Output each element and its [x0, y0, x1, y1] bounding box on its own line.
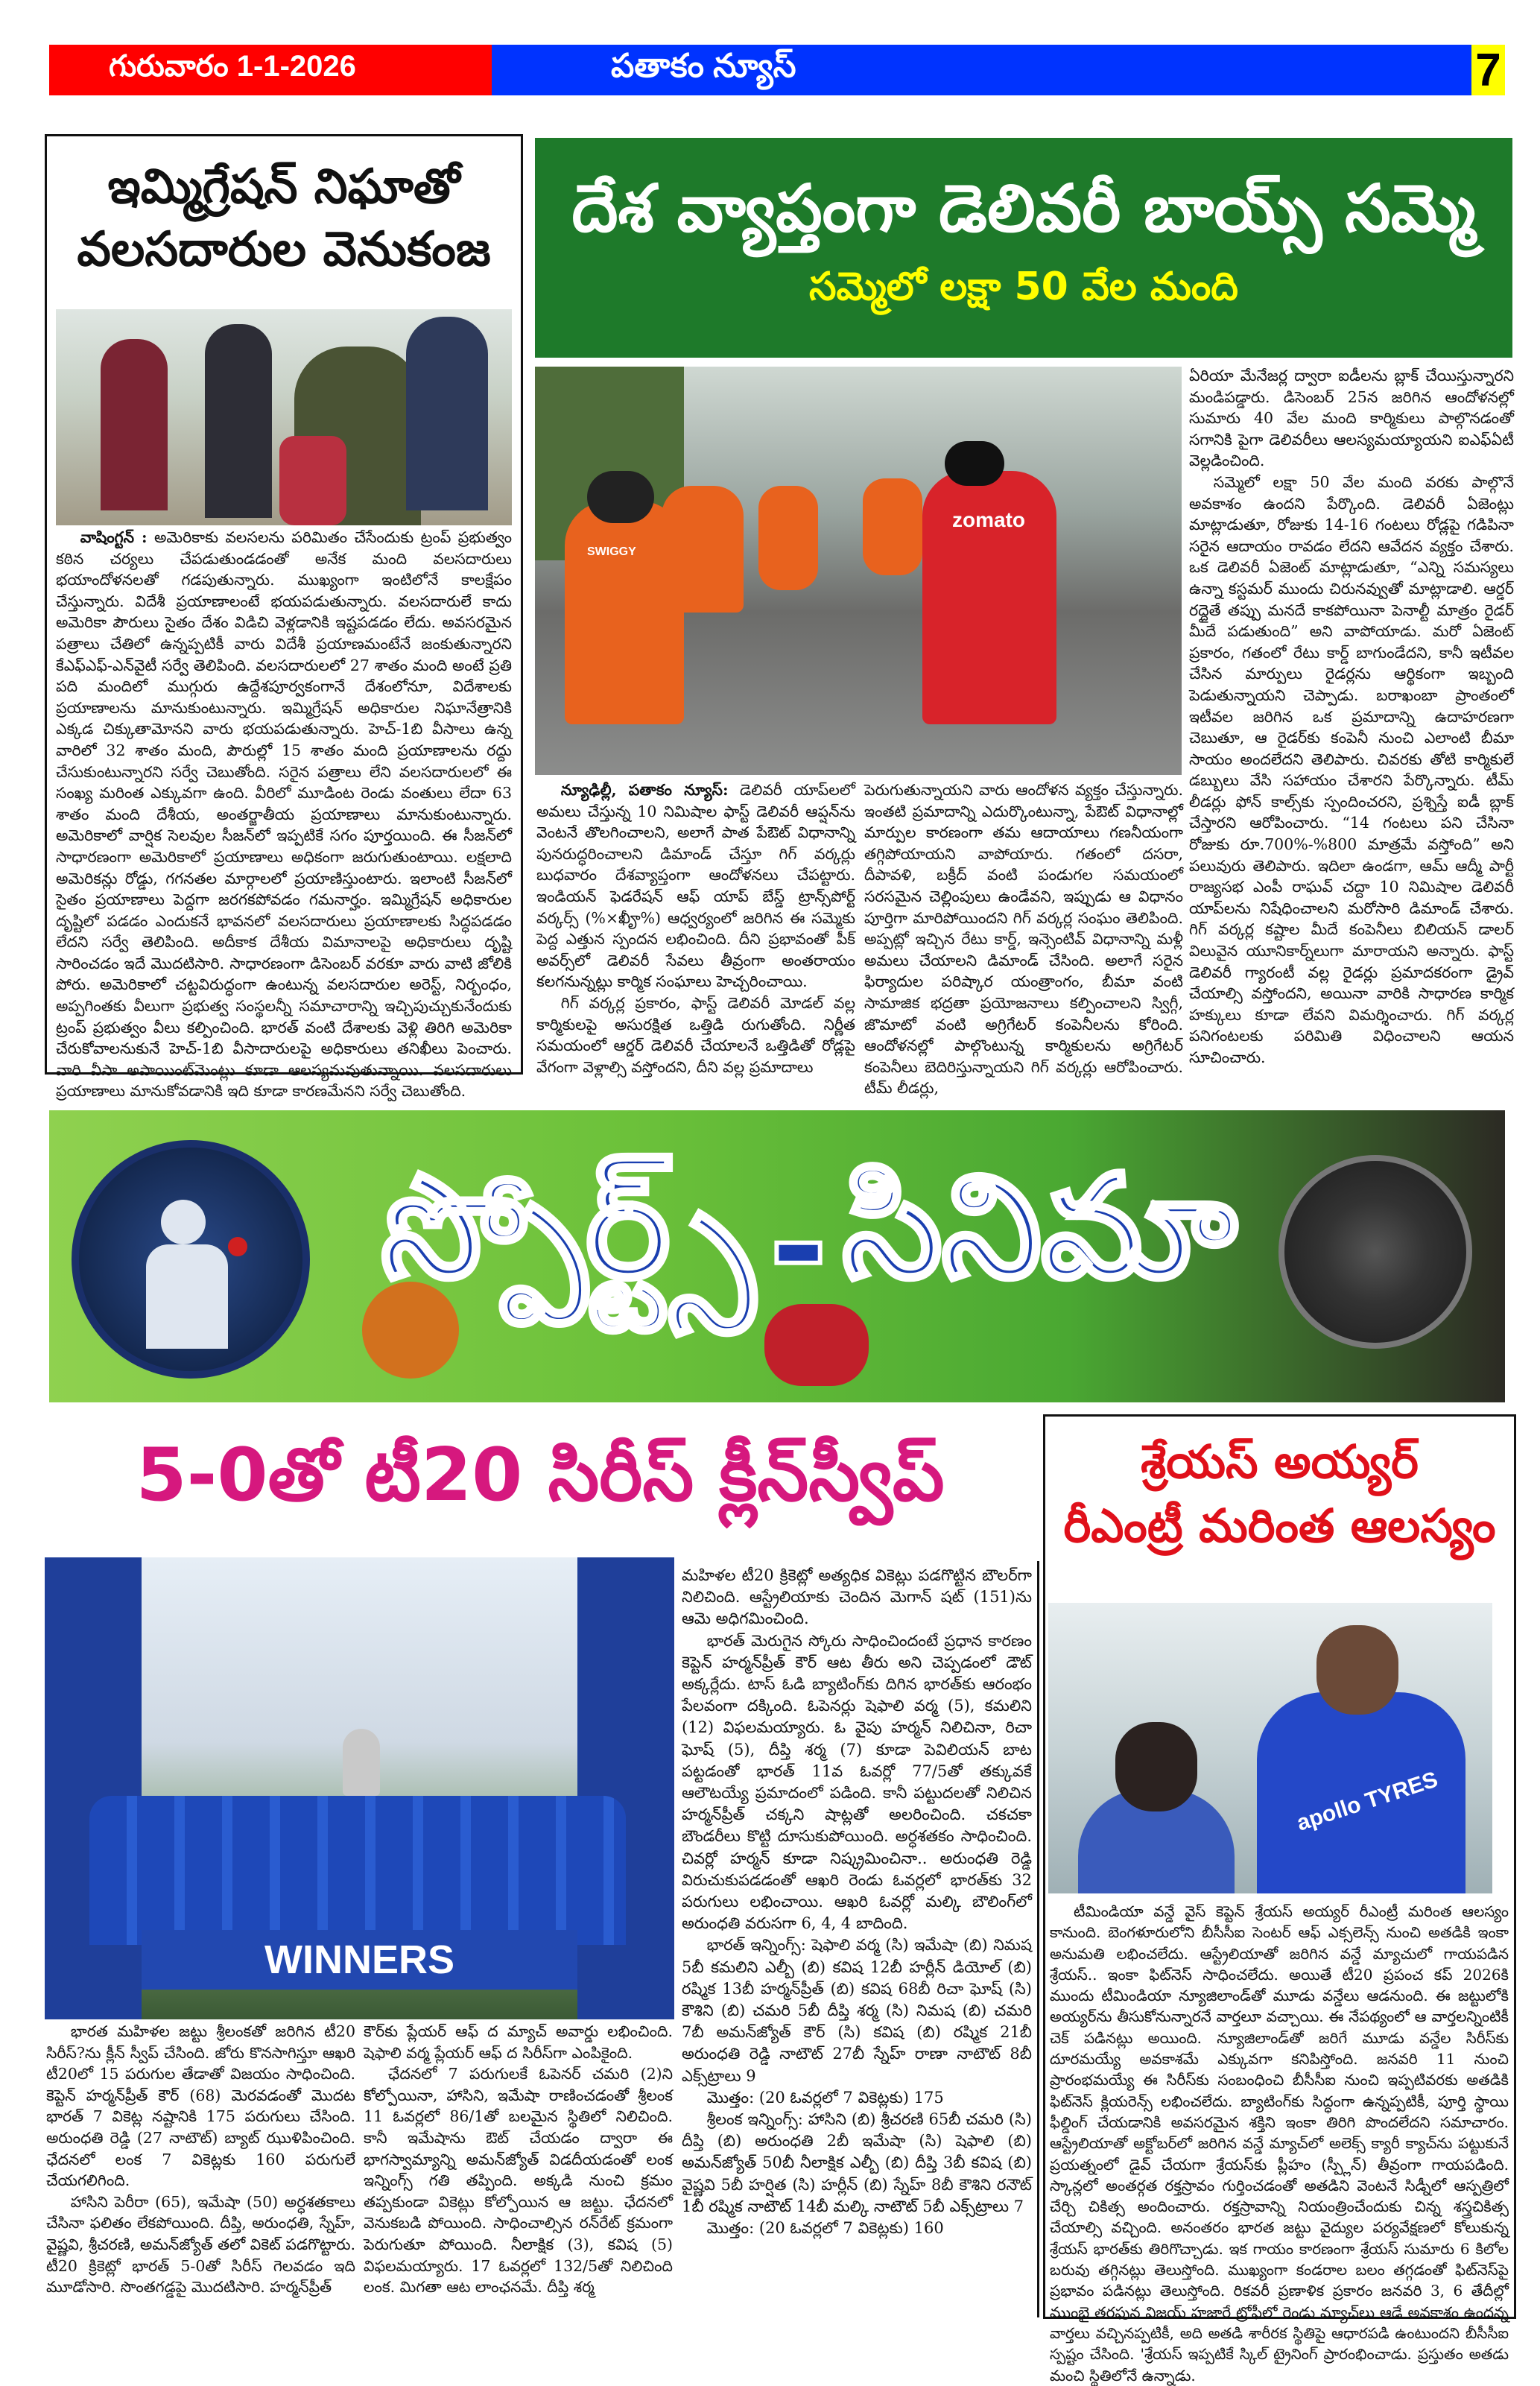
- banner-dash: -: [769, 1162, 828, 1327]
- winners-text: WINNERS: [264, 1937, 454, 1982]
- delivery-column-1: [536, 779, 855, 1078]
- cricket-emblem-icon: [72, 1140, 310, 1379]
- sports-cinema-banner: [49, 1110, 1505, 1402]
- headline-line-1: శ్రేయస్ అయ్యర్: [1141, 1434, 1419, 1489]
- dateline: న్యూఢిల్లీ, పతాకం న్యూస్:: [560, 781, 729, 799]
- headline-line-2: వలసదారుల వెనుకంజ: [77, 222, 491, 277]
- delivery-column-2: [864, 779, 1183, 1099]
- paragraph: డెలివరీ యాప్‌లలో అమలు చేస్తున్న 10 నిమిషాల ఫాస్ట్ డెలివరీ ఆప్షన్‌ను వెంటనే తొలగించాలని, అలాగే పాత పేఔట్ విధానాన్ని పునరుద్ధరించాలని డిమాండ్ చేస్తూ గిగ్ వర్కర్లు బుధవారం దేశవ్యాప్తంగా ఆందోళనలు చేపట్టారు. ఇండియన్ ఫెడరేషన్ ఆఫ్ యాప్ బేస్డ్ ట్రాన్స్‌పోర్ట్ వర్కర్స్ (%×ఖీౄ%) ఆధ్వర్యంలో జరిగిన ఈ సమ్మెకు పెద్ద ఎత్తున స్పందన లభించింది. దీని ప్రభావంతో పీక్ అవర్స్‌లో డెలివరీ సేవలు తీవ్రంగా అంతరాయం కలగనున్నట్లు కార్మిక సంఘాలు హెచ్చరించాయి.: [536, 781, 855, 991]
- cricket-column-1: [46, 2021, 355, 2298]
- delivery-headline-banner: [535, 138, 1512, 358]
- paragraph: గిగ్ వర్కర్ల ప్రకారం, ఫాస్ట్ డెలివరీ మోడల్ వల్ల కార్మికులపై అసురక్షిత ఒత్తిడి రుగుతోంది. నిర్ణీత సమయంలో ఆర్డర్ డెలివరీ చేయాలనే ఒత్తిడితో రోడ్లపై వేగంగా వెళ్లాల్సి వస్తోందని, దీని వల్ల ప్రమాదాలు: [536, 993, 855, 1076]
- article-immigration: [45, 134, 523, 1101]
- column-divider: [1037, 1561, 1039, 2317]
- headline: దేశ వ్యాప్తంగా డెలివరీ బాయ్స్ సమ్మె: [571, 170, 1476, 247]
- total-srilanka: మొత్తం: (20 ఓవర్లలో 7 వికెట్లకు) 160: [706, 2219, 944, 2238]
- cricket-winners-photo: [45, 1557, 674, 2019]
- immigration-photo: [56, 309, 512, 525]
- headline-line-1: ఇమ్మిగ్రేషన్ నిఘాతో: [107, 159, 460, 215]
- film-reel-icon: [1278, 1155, 1472, 1349]
- scorecard-india: భారత్ ఇన్నింగ్స్: షెఫాలి వర్మ (సి) ఇమేషా (బి) నిమష 5బీ కమలిని ఎల్బీ (బి) కవిష 12బీ హర్లీన్ డియోల్ (బి) రష్మిక 13బీ హర్మన్‌ప్రీత్ (బి) కవిష 68బీ రిచా ఘోష్ (సి) కౌశిని (బి) చమరి 5బీ దీప్తి శర్మ (సి) నిమష (బి) చమరి 7బీ అమన్‌జ్యోత్ కౌర్ (సి) కవిష (బి) రష్మిక 21బీ అరుంధతి రెడ్డి నాటౌట్ 27బీ స్నేహ్ రాణా నాటౌట్ 8బీ ఎక్స్‌ట్రాలు 9: [682, 1936, 1032, 2085]
- dateline: వాషింగ్టన్ :: [80, 528, 148, 546]
- banner-title-sports: స్పోర్ట్స్: [381, 1145, 755, 1309]
- total-india: మొత్తం: (20 ఓవర్లలో 7 వికెట్లకు) 175: [706, 2088, 944, 2107]
- scorecard-srilanka: శ్రీలంక ఇన్నింగ్స్: హాసిని (బి) శ్రీచరణి 65బీ చమరి (సి) దీప్తి (బి) అరుంధతి 2బీ ఇమేషా (సి) షెఫాలి (బి) అమన్‌జ్యోత్ 50బీ నీలాక్షిక ఎల్బీ (బి) దీప్తి 3బీ కవిష (బి) వైష్ణవి 5బీ హర్షిత (సి) హర్లీన్ (బి) స్నేహ్ 8బీ కౌశిని రనౌట్ 1బీ రష్మిక నాటౌట్ 14బీ మల్కి నాటౌట్ 5బీ ఎక్స్‌ట్రాలు 7: [682, 2110, 1032, 2215]
- page-number: 7: [1471, 45, 1505, 95]
- paragraph: అమెరికాకు వలసలను పరిమితం చేసేందుకు ట్రంప్ ప్రభుత్వం కఠిన చర్యలు చేపడుతుండడంతో అనేక మంది వలసదారులు భయాందోళనలతో గడపుతున్నారు. ముఖ్యంగా ఇంటిలోనే కాలక్షేపం చేస్తున్నారు. విదేశీ ప్రయాణాలంటే భయపడుతున్నారు. వలసదారులే కాదు అమెరికా పౌరులు సైతం దేశం విడిచి వెళ్లడానికి ఇష్టపడడం లేదు. అవసరమైన పత్రాలు చేతిలో ఉన్నప్పటికీ వారు విదేశీ ప్రయాణమంటేనే జంకుతున్నారని కేఎఫ్ఎఫ్-ఎన్‌వైటీ సర్వే తెలిపింది. వలసదారులలో 27 శాతం మంది అంటే ప్రతి పది మందిలో ముగ్గురు ఉద్దేశపూర్వకంగానే దేశంలోనూ, విదేశాలకు ప్రయాణాలను మానుకుంటున్నారు. ఇమ్మిగ్రేషన్ అధికారుల నిఘానేత్రానికి ఎక్కడ చిక్కుతామోనని వారు భయపడుతున్నారు. హెచ్-1బి వీసాలు ఉన్న వారిలో 32 శాతం మంది, పౌరుల్లో 15 శాతం మంది ప్రయాణాలను రద్దు చేసుకుంటున్నారని సర్వే చెబుతోంది. సరైన పత్రాలు లేని వలసదారులలో ఈ సంఖ్య మరింత ఎక్కువగా ఉంది. వీరిలో మూడింట రెండు వంతులు లేదా 63 శాతం మంది దేశీయ, అంతర్జాతీయ ప్రయాణాలు మానుకుంటున్నారు. అమెరికాలో వార్షిక సెలవుల సీజన్‌లో ఇప్పటికే సగం పూర్తయింది. ఈ సీజన్‌లో సాధారణంగా అమెరికాలో ప్రయాణాలు అధికంగా జరుగుతుంటాయి. లక్షలాది అమెరికన్లు రోడ్డు, గగనతల మార్గాలలో ప్రయాణిస్తుంటారు. ఇలాంటి సీజన్‌లో సైతం ప్రయాణాలు పెద్దగా జరగకపోవడం గమనార్హం. ఇమ్మిగ్రేషన్ అధికారుల దృష్టిలో పడడం ఎందుకనే భావనలో వలసదారులు ప్రయాణాలకు సిద్ధపడడం లేదని సర్వే తెలిపింది. అదీకాక దేశీయ విమానాలపై అధికారులు దృష్టి సారించడం ఇదే మొదటిసారి. సాధారణంగా డిసెంబర్ వరకూ వారు వాటి జోలికి పోరు. అమెరికాలో చట్టవిరుద్ధంగా ఉంటున్న వలసదారుల అరెస్ట్, నిర్బంధం, అప్పగింతకు వీలుగా ప్రభుత్వ సంస్థలన్నీ సమాచారాన్ని ఇచ్చిపుచ్చుకునేందుకు ట్రంప్ ప్రభుత్వం వీలు కల్పించింది. భారత్ వంటి దేశాలకు వెళ్లి తిరిగి అమెరికా చేరుకోవాలనుకునే హెచ్-1బి వీసాదారులపై అధికారులు తనిఖీలు పెంచారు. వారి వీసా అపాయింట్‌మెంట్లు కూడా ఆలస్యమవుతున్నాయి. వలసదారులు ప్రయాణాలు మానుకోవడానికి ఇది కూడా కారణమేనని సర్వే చెబుతోంది.: [56, 528, 512, 1101]
- issue-date: గురువారం 1-1-2026: [49, 45, 492, 95]
- paragraph: ఏరియా మేనేజర్ల ద్వారా ఐడీలను బ్లాక్ చేయిస్తున్నారని మండిపడ్డారు. డిసెంబర్ 25న జరిగిన ఆందోళనల్లో సుమారు 40 వేల మంది కార్మికులు పాల్గొనడంతో సగానికి పైగా డెలివరీలు ఆలస్యమయ్యాయని ఐఎఫ్ఏటీ వెల్లడించింది.: [1189, 367, 1514, 470]
- paragraph: కౌర్‌కు ప్లేయర్ ఆఫ్ ద మ్యాచ్ అవార్డు లభించింది. షెఫాలి వర్మ ప్లేయర్ ఆఫ్ ద సిరీస్‌గా ఎంపికైంది.: [364, 2022, 673, 2062]
- paragraph: హాసిని పెరీరా (65), ఇమేషా (50) అర్ధశతకాలు చేసినా ఫలితం లేకపోయింది. దీప్తి, అరుంధతి, స్నేహ్, వైష్ణవి, శ్రీచరణి, అమన్‌జ్యోత్ తలో వికెట్ పడగొట్టారు. టీ20 క్రికెట్లో భారత్ 5-0తో సిరీస్ గెలవడం ఇది మూడోసారి. సొంతగడ్డపై మొదటిసారి. హర్మన్‌ప్రీత్: [46, 2192, 355, 2297]
- paragraph: భారత్ మెరుగైన స్కోరు సాధించిందంటే ప్రధాన కారణం కెప్టెన్ హర్మన్‌ప్రీత్ కౌర్ ఆట తీరు అని చెప్పడంలో డౌట్ అక్కర్లేదు. టాస్ ఓడి బ్యాటింగ్‌కు దిగిన భారత్‌కు ఆరంభం పేలవంగా దక్కింది. ఓపెనర్లు షెఫాలి వర్మ (5), కమలిని (12) విఫలమయ్యారు. ఓ వైపు హర్మన్ నిలిచినా, రిచా ఘోష్ (5), దీప్తి శర్మ (7) కూడా పెవిలియన్ బాట పట్టడంతో భారత్ 11వ ఓవర్లో 77/5తో తక్కువకే ఆలౌటయ్యే ప్రమాదంలో పడింది. కానీ పట్టుదలతో నిలిచిన హర్మన్‌ప్రీత్ చక్కని షాట్లతో అలరించింది. చకచకా బౌండరీలు కొట్టి దూసుకుపోయింది. అర్ధశతకం సాధించింది. చివర్లో హర్మన్ కూడా నిష్క్రమించినా.. అరుంధతి రెడ్డి విరుచుకుపడడంతో ఆఖరి రెండు ఓవర్లలో భారత్‌కు 32 పరుగులు లభించాయి. ఆఖరి ఓవర్లో మల్కి బౌలింగ్‌లో అరుంధతి వరుసగా 6, 4, 4 బాదింది.: [682, 1631, 1032, 1933]
- shreyas-body: [1050, 1901, 1509, 2386]
- article-shreyas: [1043, 1414, 1516, 2385]
- paragraph: టీమిండియా వన్డే వైస్ కెప్టెన్ శ్రేయస్ అయ్యర్ రీఎంట్రీ మరింత ఆలస్యం కానుంది. బెంగళూరులోని బీసీసీఐ సెంటర్ ఆఫ్ ఎక్సలెన్స్ నుంచి అతడికి ఇంకా అనుమతి లభించలేదు. ఆస్ట్రేలియాతో జరిగిన వన్డే మ్యాచులో గాయపడిన శ్రేయస్.. ఇంకా ఫిట్‌నెస్ సాధించలేదు. అయితే టీ20 ప్రపంచ కప్ 2026కి ముందు టీమిండియా న్యూజిలాండ్‌తో మూడు వన్డేలు ఆడనుంది. ఈ జట్టులోకి అయ్యర్‌ను తీసుకోనున్నారనే వార్తలూ వచ్చాయి. ఈ నేపథ్యంలో ఆ వార్తలన్నింటికీ చెక్ పడినట్లు అయింది. న్యూజిలాండ్‌తో జరిగే మూడు వన్డేల సిరీస్‌కు దూరమయ్యే అవకాశమే ఎక్కువగా కనిపిస్తోంది. జనవరి 11 నుంచి ప్రారంభమయ్యే ఈ సిరీస్‌కు సంబంధించి బీసీసీఐ నుంచి ఇప్పటివరకు అతడికి ఫిట్‌నెస్ క్లియరెన్స్ లభించలేదు. బ్యాటింగ్‌కు సిద్ధంగా ఉన్నప్పటికీ, పూర్తి స్థాయి ఫీల్డింగ్ చేయడానికి అవసరమైన శక్తిని ఇంకా తిరిగి పొందలేదని సమాచారం. ఆస్ట్రేలియాతో అక్టోబర్‌లో జరిగిన వన్డే మ్యాచ్‌లో అలెక్స్ క్యారీ క్యాచ్‌ను పట్టుకునే ప్రయత్నంలో డైవ్ చేయగా శ్రేయస్‌కు ప్లీహం (స్ప్లీన్) తీవ్రంగా గాయపడింది. స్కాన్లలో అంతర్గత రక్తస్రావం గుర్తించడంతో అతడిని వెంటనే సిడ్నీలో ఆస్పత్రిలో చేర్చి చికిత్స అందించారు. రక్తస్రావాన్ని నియంత్రించేందుకు చిన్న శస్త్రచికిత్స చేయాల్సి వచ్చింది. అనంతరం భారత జట్టు వైద్యుల పర్యవేక్షణలో కోలుకున్న శ్రేయస్ భారత్‌కు తిరిగొచ్చాడు. ఇక గాయం కారణంగా శ్రేయస్ సుమారు 6 కిలోల బరువు తగ్గినట్లు తెలుస్తోంది. ముఖ్యంగా కండరాల బలం తగ్గడంతో ఫిట్‌నెస్‌పై ప్రభావం పడినట్లు తెలుస్తోంది. రికవరీ ప్రణాళిక ప్రకారం జనవరి 3, 6 తేదీల్లో ముంబై తరఫున విజయ్ హజారే ట్రోఫీలో రెండు మ్యాచ్‌లు ఆడే అవకాశం ఉందన్న వార్తలు వచ్చినప్పటికీ, అది అతడి శారీరక స్థితిపై ఆధారపడి ఉంటుందని బీసీసీఐ స్పష్టం చేసింది. 'శ్రేయస్ ఇప్పటికే స్కిల్ ట్రైనింగ్ ప్రారంభించాడు. ప్రస్తుతం అతడు మంచి స్థితిలోనే ఉన్నాడు.: [1050, 1902, 1509, 2385]
- headline-line-2: రీఎంట్రీ మరింత ఆలస్యం: [1063, 1499, 1496, 1553]
- shreyas-photo: [1048, 1603, 1492, 1893]
- immigration-body: [56, 527, 512, 1102]
- delivery-strike-photo: [535, 367, 1182, 775]
- swiggy-logo: SWIGGY: [587, 545, 636, 558]
- trophy-icon: [343, 1729, 380, 1796]
- cricket-column-3: [682, 1565, 1032, 2239]
- cricket-column-2: [364, 2021, 673, 2298]
- paragraph: భారత మహిళల జట్టు శ్రీలంకతో జరిగిన టీ20 సిరీస్?ను క్లీన్ స్వీప్ చేసింది. జోరు కొనసాగిస్తూ ఆఖరి టీ20లో 15 పరుగుల తేడాతో విజయం సాధించింది. కెప్టెన్ హర్మన్‌ప్రీత్ కౌర్ (68) మెరవడంతో మొదట భారత్ 7 వికెట్ల నష్టానికి 175 పరుగులు చేసింది. అరుంధతి రెడ్డి (27 నాటౌట్) బ్యాట్ ఝుళిపించింది. ఛేదనలో లంక 7 వికెట్లకు 160 పరుగులే చేయగలిగింది.: [46, 2022, 355, 2190]
- zomato-logo: zomato: [952, 508, 1025, 531]
- subheadline: సమ్మెలో లక్షా 50 వేల మంది: [809, 265, 1238, 309]
- newspaper-name: పతాకం న్యూస్: [492, 45, 1471, 95]
- paragraph: పెరుగుతున్నాయని వారు ఆందోళన వ్యక్తం చేస్తున్నారు. ఇంతటి ప్రమాదాన్ని ఎదుర్కొంటున్నా, పేఔట్ విధానాల్లో మార్పుల కారణంగా తమ ఆదాయాలు గణనీయంగా తగ్గిపోయాయని వాపోయారు. గతంలో దసరా, దీపావళి, బక్రీద్ వంటి పండుగల సమయంలో సరసమైన చెల్లింపులు ఉండేవని, ఇప్పుడు ఆ విధానం పూర్తిగా మారిపోయిందని గిగ్ వర్కర్ల సంఘం తెలిపింది. అప్పట్లో ఇచ్చిన రేటు కార్డ్, ఇన్సెంటివ్ విధానాన్ని మళ్లీ అమలు చేయాలని డిమాండ్ చేసింది. అలాగే సరైన ఫిర్యాదుల పరిష్కార యంత్రాంగం, బీమా వంటి సామాజిక భద్రతా ప్రయోజనాలు కల్పించాలని స్విగ్గీ, జొమాటో వంటి అగ్రిగేటర్ కంపెనీలను కోరింది. ఆందోళనల్లో పాల్గొంటున్న కార్మికులను అగ్రిగేటర్ కంపెనీలు బెదిరిస్తున్నాయని గిగ్ వర్కర్లు ఆరోపించారు. టీమ్ లీడర్లు,: [864, 781, 1183, 1098]
- apollo-logo: apollo TYRES: [1293, 1767, 1441, 1836]
- paragraph: ఛేదనలో 7 పరుగులకే ఓపెనర్ చమరి (2)ని కోల్పోయినా, హాసిని, ఇమేషా రాణించడంతో శ్రీలంక 11 ఓవర్లలో 86/1తో బలమైన స్థితిలో నిలిచింది. కానీ ఇమేషాను ఔట్ చేయడం ద్వారా ఈ భాగస్వామ్యాన్ని అమన్‌జ్యోత్ విడదీయడంతో లంక ఇన్నింగ్స్ గతి తప్పింది. అక్కడి నుంచి క్రమం తప్పకుండా వికెట్లు కోల్పోయిన ఆ జట్టు. ఛేదనలో వెనుకబడి పోయింది. సాధించాల్సిన రన్‌రేట్ క్రమంగా పెరుగుతూ పోయింది. నీలాక్షిక (3), కవిష (5) విఫలమయ్యారు. 17 ఓవర్లలో 132/5తో నిలిచింది లంక. మిగతా ఆట లాంఛనమే. దీప్తి శర్మ: [364, 2065, 673, 2297]
- banner-title-cinema: సినిమా: [842, 1145, 1237, 1309]
- delivery-column-3: [1189, 365, 1514, 1069]
- paragraph: సమ్మెలో లక్షా 50 వేల మంది వరకు పాల్గొనే అవకాశం ఉందని పేర్కొంది. డెలివరీ ఏజెంట్లు మాట్లాడుతూ, రోజుకు 14-16 గంటలు రోడ్లపై గడిపినా సరైన ఆదాయం రావడం లేదని ఆవేదన వ్యక్తం చేశారు. ఒక డెలివరీ ఏజెంట్ మాట్లాడుతూ, “ఎన్ని సమస్యలు ఉన్నా కస్టమర్ ముందు చిరునవ్వుతో మాట్లాడాలి. ఆర్డర్ రద్దైతే తప్పు మనదే కాకపోయినా పెనాల్టీ మాత్రం రైడర్ మీదే పడుతుంది” అని వాపోయాడు. మరో ఏజెంట్ ప్రకారం, గతంలో రేటు కార్డ్ బాగుండేదని, కానీ ఇటీవల చేసిన మార్పులు రైడర్లను ఆర్థికంగా ఇబ్బంది పెడుతున్నాయని చెప్పాడు. బరాఖంబా ప్రాంతంలో ఇటీవల జరిగిన ఒక ప్రమాదాన్ని ఉదాహరణగా చెబుతూ, ఆ రైడర్‌కు కంపెనీ నుంచి ఎలాంటి బీమా సాయం అందలేదని తెలిపారు. చివరకు తోటి కార్మికులే డబ్బులు వేసి సహాయం చేశారని పేర్కొన్నారు. టీమ్ లీడర్లు ఫోన్ కాల్స్‌కు స్పందించరని, ప్రశ్నిస్తే ఐడీ బ్లాక్ చేస్తారని ఆరోపించారు. “14 గంటలు పని చేసినా రోజుకు రూ.700%-%800 మాత్రమే వస్తోంది” అని పలువురు తెలిపారు. ఇదిలా ఉండగా, ఆమ్ ఆద్మీ పార్టీ రాజ్యసభ ఎంపీ రాఘవ్ చద్దా 10 నిమిషాల డెలివరీ యాప్‌లను నిషేధించాలని మరోసారి డిమాండ్ చేశారు. గిగ్ వర్కర్ల కష్టాల మీదే కంపెనీలు బిలియన్ డాలర్ విలువైన యూనికార్న్‌లుగా మారాయని అన్నారు. ఫాస్ట్ డెలివరీ గ్యారంటీ వల్ల రైడర్లు ప్రమాదకరంగా డ్రైవ్ చేయాల్సి వస్తోందని, అయినా వారికి సాధారణ కార్మిక హక్కులు కూడా లేవని విమర్శించారు. గిగ్ వర్కర్ల పనిగంటలకు పరిమితి విధించాలని ఆయన సూచించారు.: [1189, 472, 1514, 1066]
- paragraph: మహిళల టీ20 క్రికెట్లో అత్యధిక వికెట్లు పడగొట్టిన బౌలర్‌గా నిలిచింది. ఆస్ట్రేలియాకు చెందిన మెగాన్ షట్ (151)ను ఆమె అధిగమించింది.: [682, 1566, 1032, 1628]
- cricket-headline: 5-0తో టీ20 సిరీస్ క్లీన్‌స్వీప్: [136, 1433, 945, 1518]
